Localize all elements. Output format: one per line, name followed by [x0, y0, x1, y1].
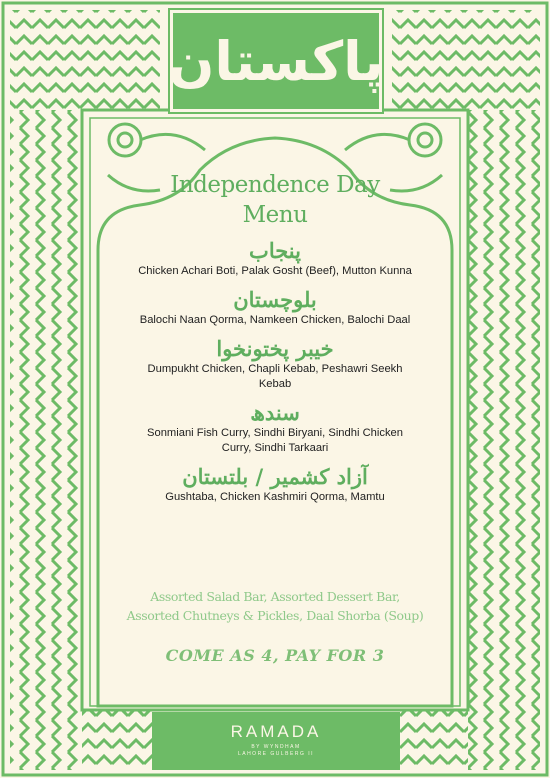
region-name: بلوچستان [233, 287, 317, 312]
region-name: خیبر پختونخوا [216, 336, 334, 361]
region-items: Chicken Achari Boti, Palak Gosht (Beef), Mutton Kunna [138, 265, 412, 277]
top-left-pattern [10, 10, 160, 110]
extras-line2: Assorted Chutneys & Pickles, Daal Shorba (Soup) [126, 608, 424, 623]
top-right-pattern [392, 10, 540, 110]
region-items: Sonmiani Fish Curry, Sindhi Biryani, Sindhi Chicken Curry, Sindhi Tarkaari [147, 427, 403, 454]
extras-line1: Assorted Salad Bar, Assorted Dessert Bar, [150, 589, 400, 604]
menu-title-line2: Menu [242, 202, 308, 228]
footer-logo [152, 712, 400, 770]
brand-location: LAHORE GULBERG II [237, 751, 315, 757]
title-urdu: پاکستان [168, 29, 384, 93]
menu-title-line1: Independence Day [170, 172, 380, 198]
right-pattern [468, 110, 540, 770]
region-items: Balochi Naan Qorma, Namkeen Chicken, Balochi Daal [139, 314, 411, 326]
region-balochistan [100, 287, 450, 328]
region-sindh [100, 400, 450, 456]
brand-by: BY WYNDHAM [251, 744, 301, 750]
region-khyber-pakhtunkhwa [100, 336, 450, 392]
extras-text [110, 587, 440, 625]
region-punjab [100, 238, 450, 279]
left-pattern [10, 110, 82, 770]
region-azad-kashmir-baltistan [100, 464, 450, 505]
menu-content [100, 170, 450, 505]
region-items: Gushtaba, Chicken Kashmiri Qorma, Mamtu [165, 491, 385, 503]
region-items: Dumpukht Chicken, Chapli Kebab, Peshawri Seekh Kebab [147, 363, 403, 390]
region-name: آزاد کشمیر / بلتستان [182, 464, 368, 489]
region-name: پنجاب [249, 238, 301, 263]
title-banner [170, 10, 382, 112]
offer-text: COME AS 4, PAY FOR 3 [165, 646, 385, 665]
region-name: سندھ [250, 400, 300, 425]
brand-name: RAMADA [230, 722, 322, 741]
